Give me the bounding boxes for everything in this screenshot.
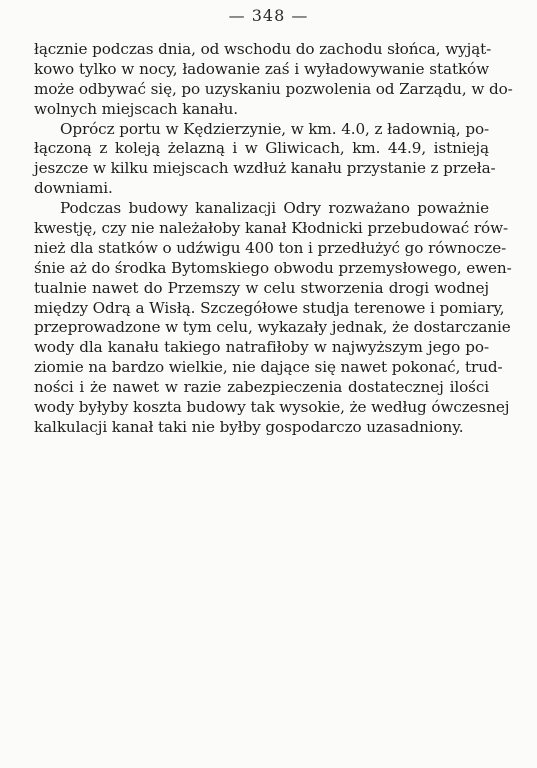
text-line: kalkulacji kanał taki nie byłby gospodarczo uzasadniony.: [34, 417, 464, 436]
text-line: kwestję, czy nie należałoby kanał Kłodnicki przebudować rów-: [34, 219, 509, 238]
paragraph-1: [34, 40, 513, 120]
text-line: wolnych miejscach kanału.: [34, 99, 239, 118]
body-text: [34, 40, 513, 438]
text-line: wody dla kanału takiego natrafiłoby w najwyższym jego po-: [34, 338, 489, 357]
page-number: — 348 —: [228, 6, 309, 25]
text-line: jeszcze w kilku miejscach wzdłuż kanału przystanie z przeła-: [34, 159, 496, 178]
text-line: nież dla statków o udźwigu 400 ton i przedłużyć go równocze-: [34, 238, 507, 257]
text-line: śnie aż do środka Bytomskiego obwodu przemysłowego, ewen-: [34, 258, 512, 277]
text-line: downiami.: [34, 179, 113, 198]
text-line: tualnie nawet do Przemszy w celu stworzenia drogi wodnej: [34, 278, 489, 297]
paragraph-3: [34, 199, 512, 438]
text-line: łączoną z koleją żelazną i w Gliwicach, km. 44.9, istnieją: [34, 139, 489, 158]
text-line: przeprowadzone w tym celu, wykazały jednak, że dostarczanie: [34, 318, 511, 337]
text-line: ziomie na bardzo wielkie, nie dające się nawet pokonać, trud-: [34, 358, 503, 377]
text-line: ności i że nawet w razie zabezpieczenia dostatecznej ilości: [34, 378, 489, 397]
text-line: między Odrą a Wisłą. Szczegółowe studja terenowe i pomiary,: [34, 298, 505, 317]
text-line: może odbywać się, po uzyskaniu pozwolenia od Zarządu, w do-: [34, 79, 513, 98]
text-line: Oprócz portu w Kędzierzynie, w km. 4.0, z ładownią, po-: [60, 119, 490, 138]
text-line: łącznie podczas dnia, od wschodu do zachodu słońca, wyjąt-: [34, 40, 492, 58]
text-line: kowo tylko w nocy, ładowanie zaś i wyładowywanie statków: [34, 59, 489, 78]
paragraph-2: [34, 119, 496, 200]
text-line: wody byłyby koszta budowy tak wysokie, że według ówczesnej: [34, 398, 510, 417]
text-line: Podczas budowy kanalizacji Odry rozważano poważnie: [60, 199, 489, 218]
